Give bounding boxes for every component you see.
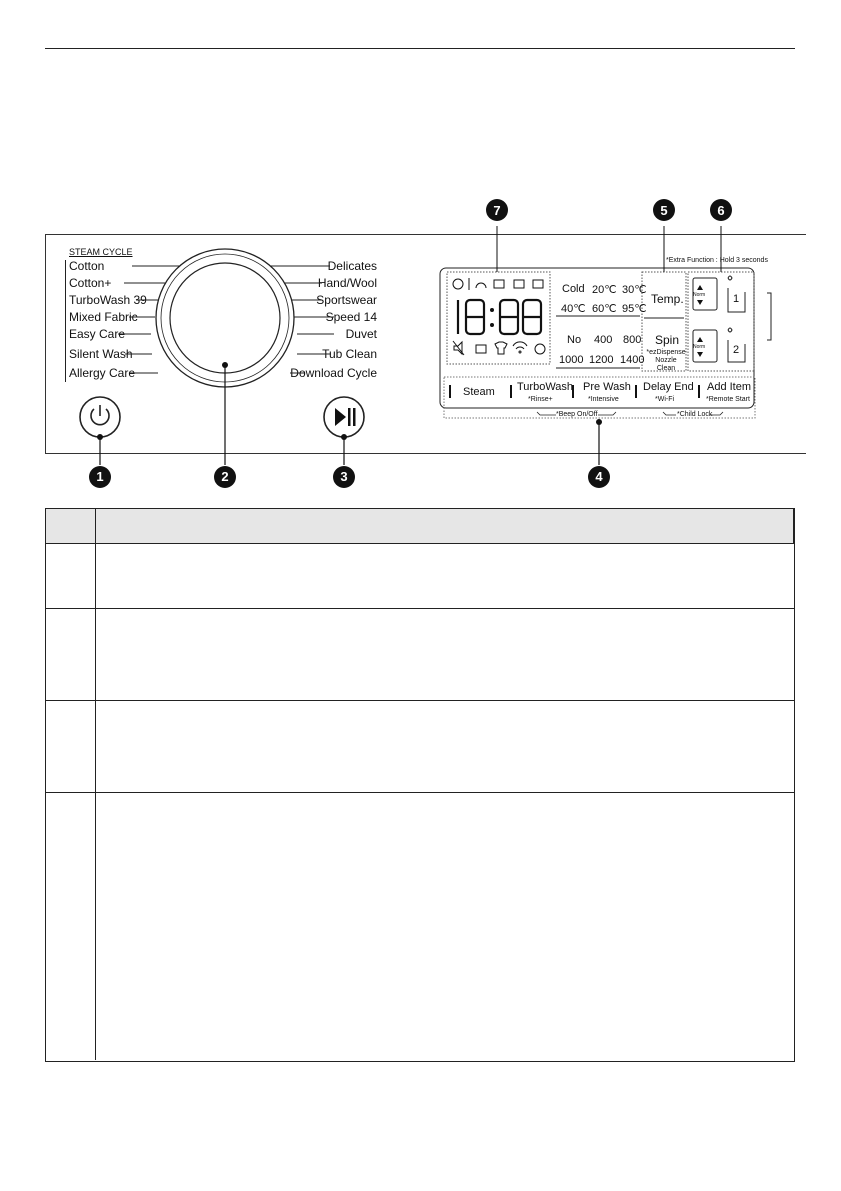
spin-1200: 1200 — [589, 354, 614, 366]
spin-button[interactable]: Spin — [655, 333, 680, 347]
pre-wash-sub: *Intensive — [588, 396, 619, 403]
program-allergy-care[interactable]: Allergy Care — [69, 366, 136, 380]
child-lock-note: *Child Lock — [677, 411, 713, 418]
spin-1400: 1400 — [620, 354, 645, 366]
program-dial — [170, 263, 280, 373]
callout-7: 7 — [486, 199, 508, 221]
program-silent-wash[interactable]: Silent Wash — [69, 347, 133, 361]
table-row — [45, 792, 794, 793]
pre-wash-button[interactable]: Pre Wash — [583, 381, 631, 393]
norm-label-1: Norm — [693, 292, 706, 298]
program-hand-wool[interactable]: Hand/Wool — [317, 276, 377, 290]
tank-2-label: 2 — [733, 344, 740, 356]
temp-30: 30℃ — [622, 284, 647, 296]
temp-20: 20℃ — [592, 284, 617, 296]
norm-label-2: Norm — [693, 344, 706, 350]
spin-no: No — [567, 334, 582, 346]
program-duvet[interactable]: Duvet — [345, 327, 377, 341]
callout-5: 5 — [653, 199, 675, 221]
spin-800: 800 — [623, 334, 642, 346]
add-item-button[interactable]: Add Item — [707, 381, 752, 393]
beep-note: *Beep On/Off — [556, 411, 598, 418]
bracket-right — [767, 293, 771, 340]
turbowash-sub: *Rinse+ — [528, 396, 553, 403]
program-mixed-fabric[interactable]: Mixed Fabric — [69, 310, 138, 324]
delay-end-button[interactable]: Delay End — [643, 381, 694, 393]
program-download-cycle[interactable]: Download Cycle — [290, 366, 377, 380]
temp-cold: Cold — [562, 283, 585, 295]
turbowash-button[interactable]: TurboWash — [517, 381, 574, 393]
tank-1-label: 1 — [733, 293, 740, 305]
extra-function-note: *Extra Function : Hold 3 seconds — [666, 257, 768, 264]
power-button-ring — [80, 397, 120, 437]
program-easy-care[interactable]: Easy Care — [69, 327, 126, 341]
temp-60: 60℃ — [592, 303, 617, 315]
table-row — [45, 608, 794, 609]
spin-1000: 1000 — [559, 354, 584, 366]
ezdispense-note: *ezDispense Nozzle Clean — [646, 349, 686, 372]
table-row — [45, 700, 794, 701]
table-header-row — [45, 508, 794, 544]
temp-button[interactable]: Temp. — [651, 292, 684, 306]
panel-drawing — [0, 0, 841, 500]
program-speed-14[interactable]: Speed 14 — [325, 310, 377, 324]
callout-1: 1 — [96, 469, 104, 484]
spin-400: 400 — [594, 334, 613, 346]
program-sportswear[interactable]: Sportswear — [316, 293, 377, 307]
delay-end-sub: *Wi-Fi — [655, 396, 675, 403]
callout-6: 6 — [710, 199, 732, 221]
callout-2: 2 — [221, 469, 229, 484]
steam-cycle-label: STEAM CYCLE — [69, 247, 133, 257]
callout-3: 3 — [340, 469, 348, 484]
description-table — [45, 508, 795, 1062]
program-delicates[interactable]: Delicates — [327, 259, 377, 273]
temp-40: 40℃ — [561, 303, 586, 315]
temp-95: 95℃ — [622, 303, 647, 315]
steam-button[interactable]: Steam — [463, 386, 495, 398]
program-tub-clean[interactable]: Tub Clean — [322, 347, 377, 361]
callout-4: 4 — [595, 469, 603, 484]
program-cotton-plus[interactable]: Cotton+ — [69, 276, 112, 290]
table-column-divider — [95, 508, 96, 1060]
program-turbowash-39[interactable]: TurboWash 39 — [69, 293, 147, 307]
add-item-sub: *Remote Start — [706, 396, 750, 403]
program-cotton[interactable]: Cotton — [69, 259, 105, 273]
